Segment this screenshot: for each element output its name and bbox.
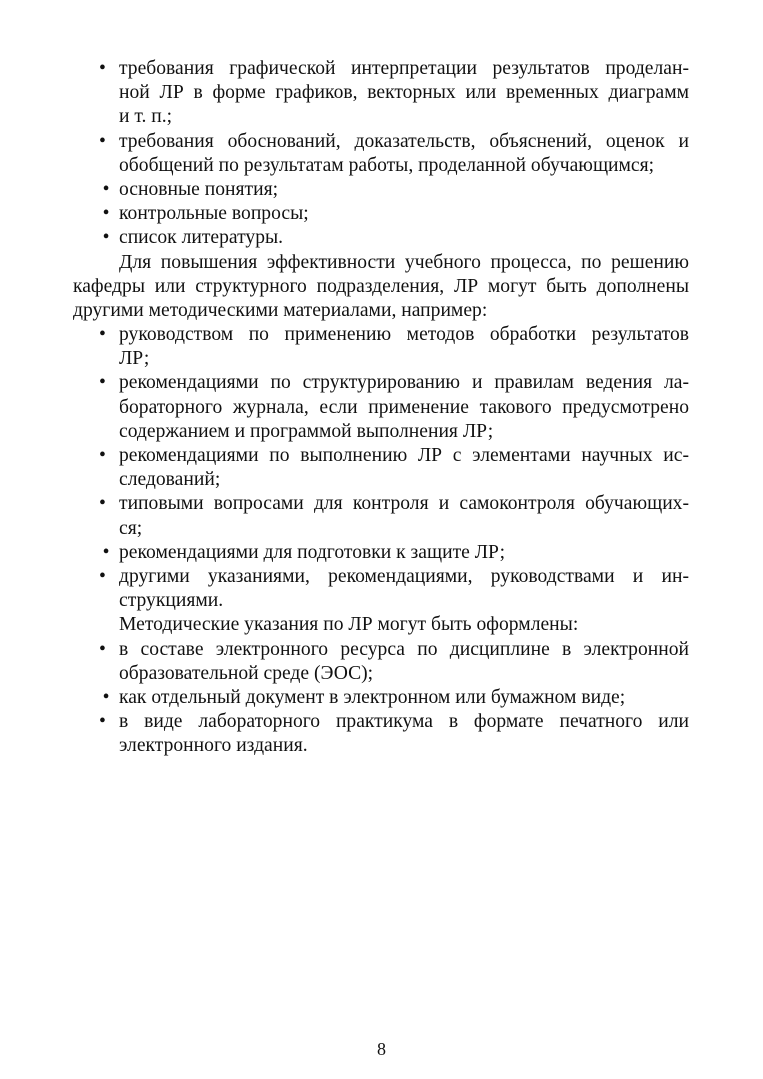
text-line [73, 251, 689, 275]
bullet-icon: • [99, 711, 106, 733]
text-line [73, 613, 689, 637]
line-text: образовательной среде (ЭОС); [119, 662, 374, 684]
bullet-icon: • [99, 324, 106, 346]
line-text: и т. п.; [119, 106, 173, 128]
bullet-icon: • [99, 58, 106, 79]
line-text: список литературы. [119, 227, 284, 249]
text-line [73, 662, 689, 686]
bullet-icon: • [102, 227, 110, 249]
bullet-icon: • [99, 565, 106, 587]
line-text: руководством по применению методов обработки результатов [119, 324, 689, 346]
list-item-line [73, 178, 689, 202]
line-text: требования графической интерпретации результатов проделан- [119, 58, 689, 79]
text-line [73, 105, 689, 129]
line-text: кафедры или структурного подразделения, ЛР могут быть дополнены [73, 275, 689, 297]
line-text: рекомендациями по выполнению ЛР с элементами научных ис- [119, 445, 689, 466]
list-item-line [73, 130, 689, 154]
text-line [73, 299, 689, 323]
text-line [73, 347, 689, 371]
document-body [73, 57, 689, 758]
text-line [73, 154, 689, 178]
text-line [73, 468, 689, 492]
list-item-line [73, 686, 689, 710]
bullet-icon: • [102, 178, 110, 200]
bullet-icon: • [99, 493, 106, 515]
line-text: бораторного журнала, если применение такового предусмотрено [119, 396, 689, 418]
line-text: как отдельный документ в электронном или бумажном виде; [119, 686, 626, 708]
bullet-icon: • [102, 686, 110, 708]
line-text: требования обоснований, доказательств, объяснений, оценок и [119, 130, 689, 152]
text-line [73, 420, 689, 444]
bullet-icon: • [102, 203, 110, 225]
list-item-line [73, 202, 689, 226]
bullet-icon: • [99, 130, 106, 152]
line-text: Методические указания по ЛР могут быть оформлены: [119, 614, 579, 636]
text-line [73, 517, 689, 541]
bullet-icon: • [102, 541, 110, 563]
line-text: другими указаниями, рекомендациями, руководствами и ин- [119, 565, 689, 587]
text-line [73, 275, 689, 299]
line-text: типовыми вопросами для контроля и самоконтроля обучающих- [119, 493, 689, 515]
line-text: ся; [119, 517, 143, 539]
line-text: струкциями. [119, 590, 224, 612]
list-item-line [73, 323, 689, 347]
bullet-icon: • [99, 372, 106, 394]
list-item-line [73, 541, 689, 565]
line-text: другими методическими материалами, например: [73, 299, 488, 321]
line-text: обобщений по результатам работы, проделанной обучающимся; [119, 154, 655, 176]
page-number: 8 [377, 1039, 386, 1059]
line-text: контрольные вопросы; [119, 203, 309, 225]
line-text: рекомендациями по структурированию и правилам ведения ла- [119, 372, 689, 394]
line-text: ной ЛР в форме графиков, векторных или временных диаграмм [119, 82, 689, 104]
list-item-line [73, 57, 689, 81]
line-text: в виде лабораторного практикума в формате печатного или [119, 711, 689, 733]
list-item-line [73, 444, 689, 468]
text-line [73, 734, 689, 758]
list-item-line [73, 492, 689, 516]
bullet-icon: • [99, 638, 106, 660]
line-text: ЛР; [119, 348, 150, 370]
list-item-line [73, 226, 689, 250]
text-line [73, 396, 689, 420]
bullet-icon: • [99, 445, 106, 466]
line-text: рекомендациями для подготовки к защите ЛР; [119, 541, 506, 563]
line-text: основные понятия; [119, 178, 279, 200]
line-text: Для повышения эффективности учебного процесса, по решению [119, 251, 689, 273]
list-item-line [73, 638, 689, 662]
text-line [73, 589, 689, 613]
line-text: следований; [119, 469, 221, 491]
list-item-line [73, 371, 689, 395]
line-text: содержанием и программой выполнения ЛР; [119, 420, 494, 442]
text-line [73, 81, 689, 105]
list-item-line [73, 710, 689, 734]
line-text: в составе электронного ресурса по дисциплине в электронной [119, 638, 689, 660]
line-text: электронного издания. [119, 735, 308, 757]
list-item-line [73, 565, 689, 589]
